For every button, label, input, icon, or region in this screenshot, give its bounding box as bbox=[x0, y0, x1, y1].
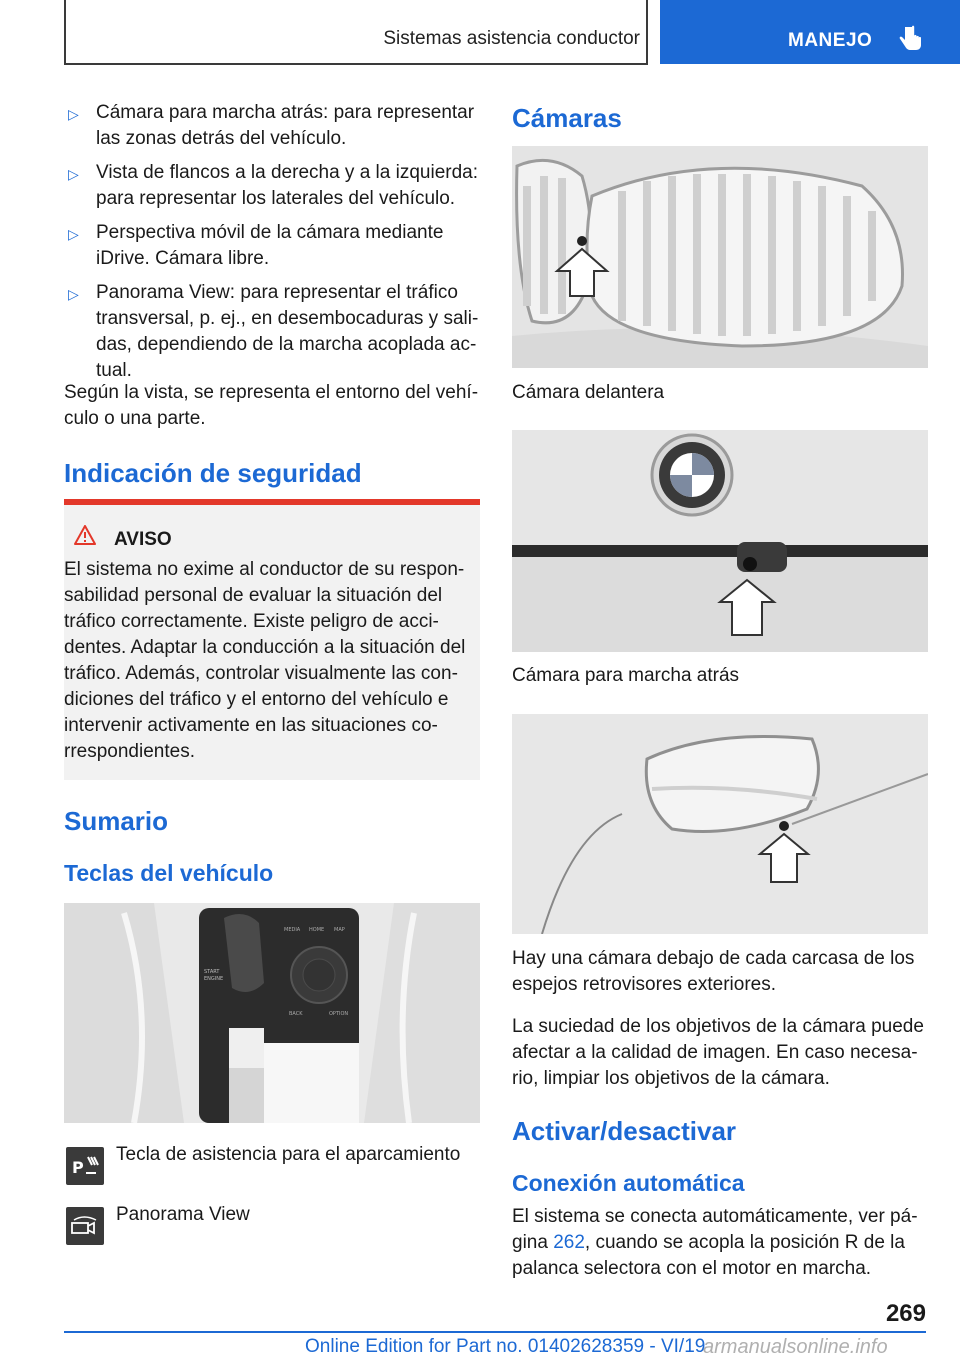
svg-text:P: P bbox=[72, 1158, 84, 1177]
watermark: armanualsonline.info bbox=[703, 1336, 888, 1358]
auto-heading: Conexión automática bbox=[512, 1170, 745, 1196]
front-camera-image bbox=[512, 146, 928, 368]
svg-text:BACK: BACK bbox=[289, 1011, 303, 1017]
svg-text:ENGINE: ENGINE bbox=[204, 976, 224, 982]
header-divider-right bbox=[646, 0, 648, 64]
svg-text:OPTION: OPTION bbox=[329, 1011, 349, 1017]
hand-pointer-icon bbox=[897, 24, 923, 54]
rear-camera-caption: Cámara para marcha atrás bbox=[512, 665, 740, 686]
triangle-bullet-icon: ▷ bbox=[68, 166, 79, 182]
triangle-bullet-icon: ▷ bbox=[68, 226, 79, 242]
view-list bbox=[64, 100, 480, 384]
header-underline bbox=[64, 63, 648, 65]
view-paragraph: Según la vista, se representa el entorno del vehí‐culo o una parte. bbox=[64, 382, 479, 429]
list-item: ▷ Perspectiva móvil de la cámara mediante iDrive. Cámara libre. bbox=[68, 222, 444, 269]
list-item: ▷ Cámara para marcha atrás: para representar las zonas detrás del vehículo. bbox=[68, 102, 475, 149]
section-title: Sistemas asistencia conductor bbox=[383, 28, 640, 49]
key-label-panorama: Panorama View bbox=[116, 1204, 250, 1225]
svg-text:MAP: MAP bbox=[334, 927, 345, 933]
mirror-camera-image bbox=[512, 714, 928, 934]
key-label-parking: Tecla de asistencia para el aparcamiento bbox=[116, 1144, 461, 1165]
parking-assist-icon bbox=[66, 1147, 104, 1185]
panorama-view-icon bbox=[66, 1207, 104, 1245]
front-camera-caption: Cámara delantera bbox=[512, 382, 665, 403]
warning-title: AVISO bbox=[114, 529, 172, 550]
list-item: ▷ Panorama View: para representar el tráfico transversal, p. ej., en desembocaduras y sali‐das, dependiendo de la marcha acoplada ac‐tual. bbox=[68, 282, 479, 381]
warning-text: El sistema no exime al conductor de su respon‐sabilidad personal de evaluar la situación del tráfico correctamente. Existe peligro de acci‐dentes. Adaptar la conducción a la situación del tráfico. Además, controlar visualmente las con‐diciones del tráfico y el entorno del vehículo e intervenir activamente en las situaciones co‐rrespondientes. bbox=[64, 559, 466, 762]
summary-heading: Sumario bbox=[64, 806, 169, 836]
chapter-tab-label: MANEJO bbox=[788, 30, 873, 51]
edition-text: Online Edition for Part no. 01402628359 - VI/19 bbox=[305, 1336, 706, 1357]
rear-camera-image bbox=[512, 430, 928, 652]
footer-rule bbox=[64, 1331, 926, 1333]
triangle-bullet-icon: ▷ bbox=[68, 286, 79, 302]
triangle-bullet-icon: ▷ bbox=[68, 106, 79, 122]
svg-text:HOME: HOME bbox=[309, 927, 325, 933]
warning-triangle-icon bbox=[74, 525, 96, 545]
warning-box bbox=[64, 505, 480, 780]
center-console-image bbox=[64, 903, 480, 1123]
chapter-tab[interactable] bbox=[660, 0, 960, 64]
auto-paragraph: El sistema se conecta automáticamente, ver pá‐gina 262, cuando se acopla la posición R de la palanca selectora con el motor en marcha. bbox=[512, 1206, 918, 1279]
left-column bbox=[64, 100, 480, 392]
list-item: ▷ Vista de flancos a la derecha y a la izquierda: para representar los laterales del vehículo. bbox=[68, 162, 478, 209]
svg-text:START: START bbox=[204, 969, 220, 975]
mirror-camera-caption: Hay una cámara debajo de cada carcasa de los espejos retrovisores exteriores. bbox=[512, 948, 915, 995]
header-divider-left bbox=[64, 0, 66, 64]
cameras-heading: Cámaras bbox=[512, 103, 622, 133]
page-link[interactable]: 262 bbox=[553, 1232, 585, 1253]
svg-text:MEDIA: MEDIA bbox=[284, 927, 301, 933]
safety-heading: Indicación de seguridad bbox=[64, 458, 362, 488]
dirt-paragraph: La suciedad de los objetivos de la cámara puede afectar a la calidad de imagen. En caso necesa‐rio, limpiar los objetivos de la cámara. bbox=[512, 1016, 924, 1089]
keys-heading: Teclas del vehículo bbox=[64, 860, 274, 886]
page-number: 269 bbox=[885, 1300, 926, 1327]
activate-heading: Activar/desactivar bbox=[512, 1116, 737, 1146]
